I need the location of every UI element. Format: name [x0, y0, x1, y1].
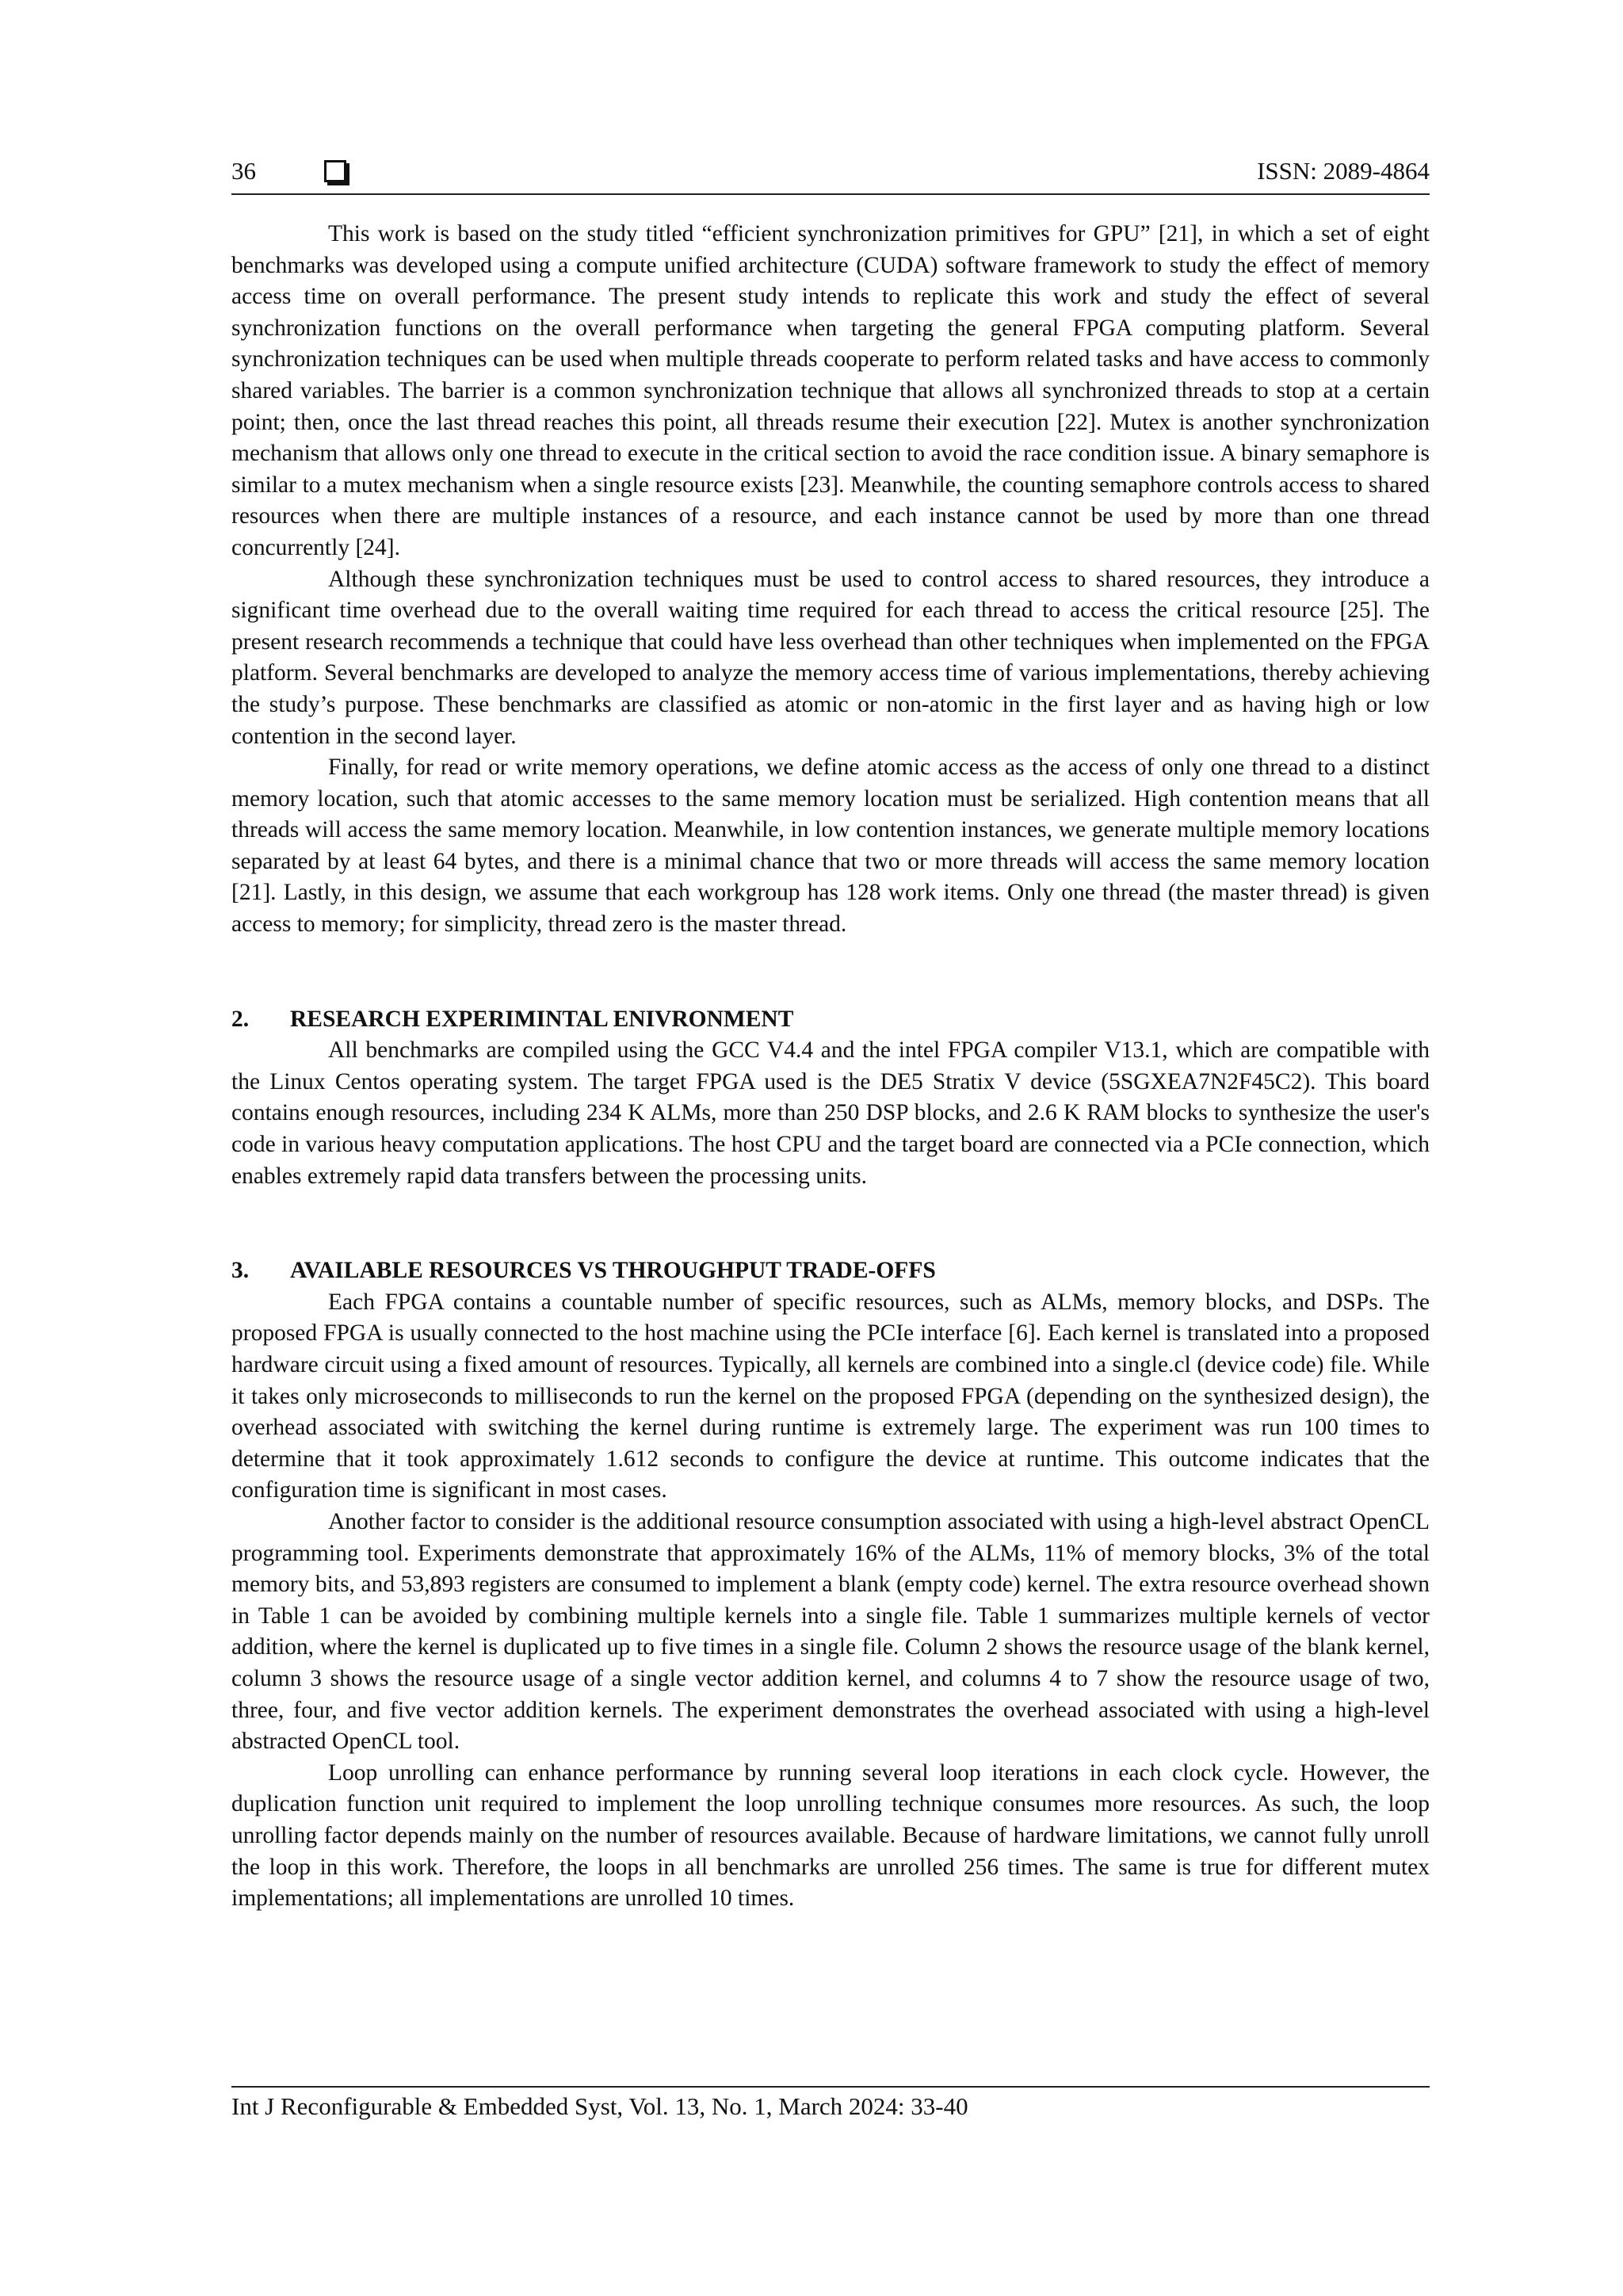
section-3-heading [231, 1255, 1430, 1287]
page-footer [231, 2086, 1430, 2121]
page-header [231, 157, 1430, 195]
body-text [231, 219, 1430, 1915]
section-3-paragraph-1: Each FPGA contains a countable number of specific resources, such as ALMs, memory blocks, and DSPs. The proposed FPGA is usually connected to the host machine using the PCIe interface [6]. Each kernel is translated into a proposed hardware circuit using a fixed amount of resources. Typically, all kernels are combined into a single.cl (device code) file. While it takes only microseconds to milliseconds to run the kernel on the proposed FPGA (depending on the synthesized design), the overhead associated with switching the kernel during runtime is extremely large. The experiment was run 100 times to determine that it took approximately 1.612 seconds to configure the device at runtime. This outcome indicates that the configuration time is significant in most cases. [231, 1289, 1430, 1503]
paragraph-intro-2: Although these synchronization techniques must be used to control access to shared resources, they introduce a significant time overhead due to the overall waiting time required for each thread to access the critical resource [25]. The present research recommends a technique that could have less overhead than other techniques when implemented on the FPGA platform. Several benchmarks are developed to analyze the memory access time of various implementations, thereby achieving the study’s purpose. These benchmarks are classified as atomic or non-atomic in the first layer and as having high or low contention in the second layer. [231, 566, 1430, 749]
paragraph-intro-3: Finally, for read or write memory operations, we define atomic access as the access of only one thread to a distinct memory location, such that atomic accesses to the same memory location must be serialized. High contention means that all threads will access the same memory location. Meanwhile, in low contention instances, we generate multiple memory locations separated by at least 64 bytes, and there is a minimal chance that two or more threads will access the same memory location [21]. Lastly, in this design, we assume that each workgroup has 128 work items. Only one thread (the master thread) is given access to memory; for simplicity, thread zero is the master thread. [231, 755, 1430, 938]
section-3-paragraph-2: Another factor to consider is the additional resource consumption associated with using a high-level abstract OpenCL programming tool. Experiments demonstrate that approximately 16% of the ALMs, 11% of memory blocks, 3% of the total memory bits, and 53,893 registers are consumed to implement a blank (empty code) kernel. The extra resource overhead shown in Table 1 can be avoided by combining multiple kernels into a single file. Table 1 summarizes multiple kernels of vector addition, where the kernel is duplicated up to five times in a single file. Column 2 shows the resource usage of the blank kernel, column 3 shows the resource usage of a single vector addition kernel, and columns 4 to 7 show the resource usage of two, three, four, and five vector addition kernels. The experiment demonstrates the overhead associated with using a high-level abstracted OpenCL tool. [231, 1508, 1430, 1755]
section-3-number: 3. [231, 1258, 250, 1284]
section-2-number: 2. [231, 1006, 250, 1032]
section-3-title: AVAILABLE RESOURCES VS THROUGHPUT TRADE-OFFS [290, 1258, 936, 1284]
footer-citation: Int J Reconfigurable & Embedded Syst, Vol. 13, No. 1, March 2024: 33-40 [231, 2092, 968, 2120]
checkbox-square-icon [324, 160, 346, 182]
section-2-title: RESEARCH EXPERIMINTAL ENIVRONMENT [290, 1006, 794, 1032]
section-3-paragraph-3: Loop unrolling can enhance performance by running several loop iterations in each clock cycle. However, the duplication function unit required to implement the loop unrolling technique consumes more resources. As such, the loop unrolling factor depends mainly on the number of resources available. Because of hardware limitations, we cannot fully unroll the loop in this work. Therefore, the loops in all benchmarks are unrolled 256 times. The same is true for different mutex implementations; all implementations are unrolled 10 times. [231, 1759, 1430, 1912]
page-number: 36 [231, 157, 256, 185]
issn-label: ISSN: 2089-4864 [1257, 157, 1430, 185]
section-2-paragraph-1: All benchmarks are compiled using the GCC V4.4 and the intel FPGA compiler V13.1, which are compatible with the Linux Centos operating system. The target FPGA used is the DE5 Stratix V device (5SGXEA7N2F45C2). This board contains enough resources, including 234 K ALMs, more than 250 DSP blocks, and 2.6 K RAM blocks to synthesize the user's code in various heavy computation applications. The host CPU and the target board are connected via a PCIe connection, which enables extremely rapid data transfers between the processing units. [231, 1037, 1430, 1189]
paragraph-intro-1: This work is based on the study titled “efficient synchronization primitives for GPU” [21], in which a set of eight benchmarks was developed using a compute unified architecture (CUDA) software framework to study the effect of memory access time on overall performance. The present study intends to replicate this work and study the effect of several synchronization functions on the overall performance when targeting the general FPGA computing platform. Several synchronization techniques can be used when multiple threads cooperate to perform related tasks and have access to commonly shared variables. The barrier is a common synchronization technique that allows all synchronized threads to stop at a certain point; then, once the last thread reaches this point, all threads resume their execution [22]. Mutex is another synchronization mechanism that allows only one thread to execute in the critical section to avoid the race condition issue. A binary semaphore is similar to a mutex mechanism when a single resource exists [23]. Meanwhile, the counting semaphore controls access to shared resources when there are multiple instances of a resource, and each instance cannot be used by more than one thread concurrently [24]. [231, 221, 1430, 560]
section-2-heading [231, 1004, 1430, 1036]
